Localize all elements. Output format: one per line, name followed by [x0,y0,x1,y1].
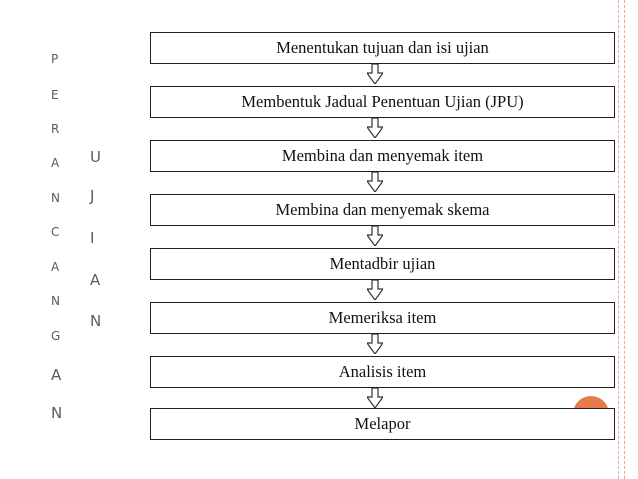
acrostic-letter: A [51,366,62,384]
flow-step-1 [150,32,615,64]
flow-step-label: Memeriksa item [328,308,437,327]
down-arrow-icon [367,64,383,84]
flow-step-2 [150,86,615,118]
flow-step-label: Melapor [354,414,411,433]
flow-step-label: Menentukan tujuan dan isi ujian [276,38,489,57]
acrostic-letter: A [90,271,101,289]
down-arrow-icon [367,280,383,300]
flow-step-8 [150,408,615,440]
acrostic-letter: N [51,191,60,205]
decorative-dashed-line [624,0,625,479]
acrostic-letter: R [51,122,60,136]
flow-step-label: Mentadbir ujian [329,254,436,273]
flow-step-6 [150,302,615,334]
acrostic-letter: C [51,225,60,239]
acrostic-letter: J [90,187,95,205]
decorative-dashed-line [618,0,619,479]
acrostic-letter: A [51,260,60,274]
down-arrow-icon [367,388,383,408]
flow-step-label: Analisis item [338,362,427,381]
flow-step-label: Membina dan menyemak skema [275,200,490,219]
acrostic-letter: P [51,52,59,66]
acrostic-letter: U [90,148,101,166]
flow-step-3 [150,140,615,172]
acrostic-letter: N [51,294,60,308]
acrostic-letter: A [51,156,60,170]
flow-step-label: Membina dan menyemak item [281,146,484,165]
acrostic-letter: E [51,88,59,102]
flow-step-4 [150,194,615,226]
flow-step-7 [150,356,615,388]
acrostic-letter: I [90,229,95,247]
down-arrow-icon [367,226,383,246]
acrostic-letter: N [90,312,102,330]
down-arrow-icon [367,118,383,138]
flow-step-5 [150,248,615,280]
down-arrow-icon [367,172,383,192]
down-arrow-icon [367,334,383,354]
flow-step-label: Membentuk Jadual Penentuan Ujian (JPU) [241,92,524,111]
acrostic-letter: N [51,404,63,422]
acrostic-letter: G [51,329,61,343]
